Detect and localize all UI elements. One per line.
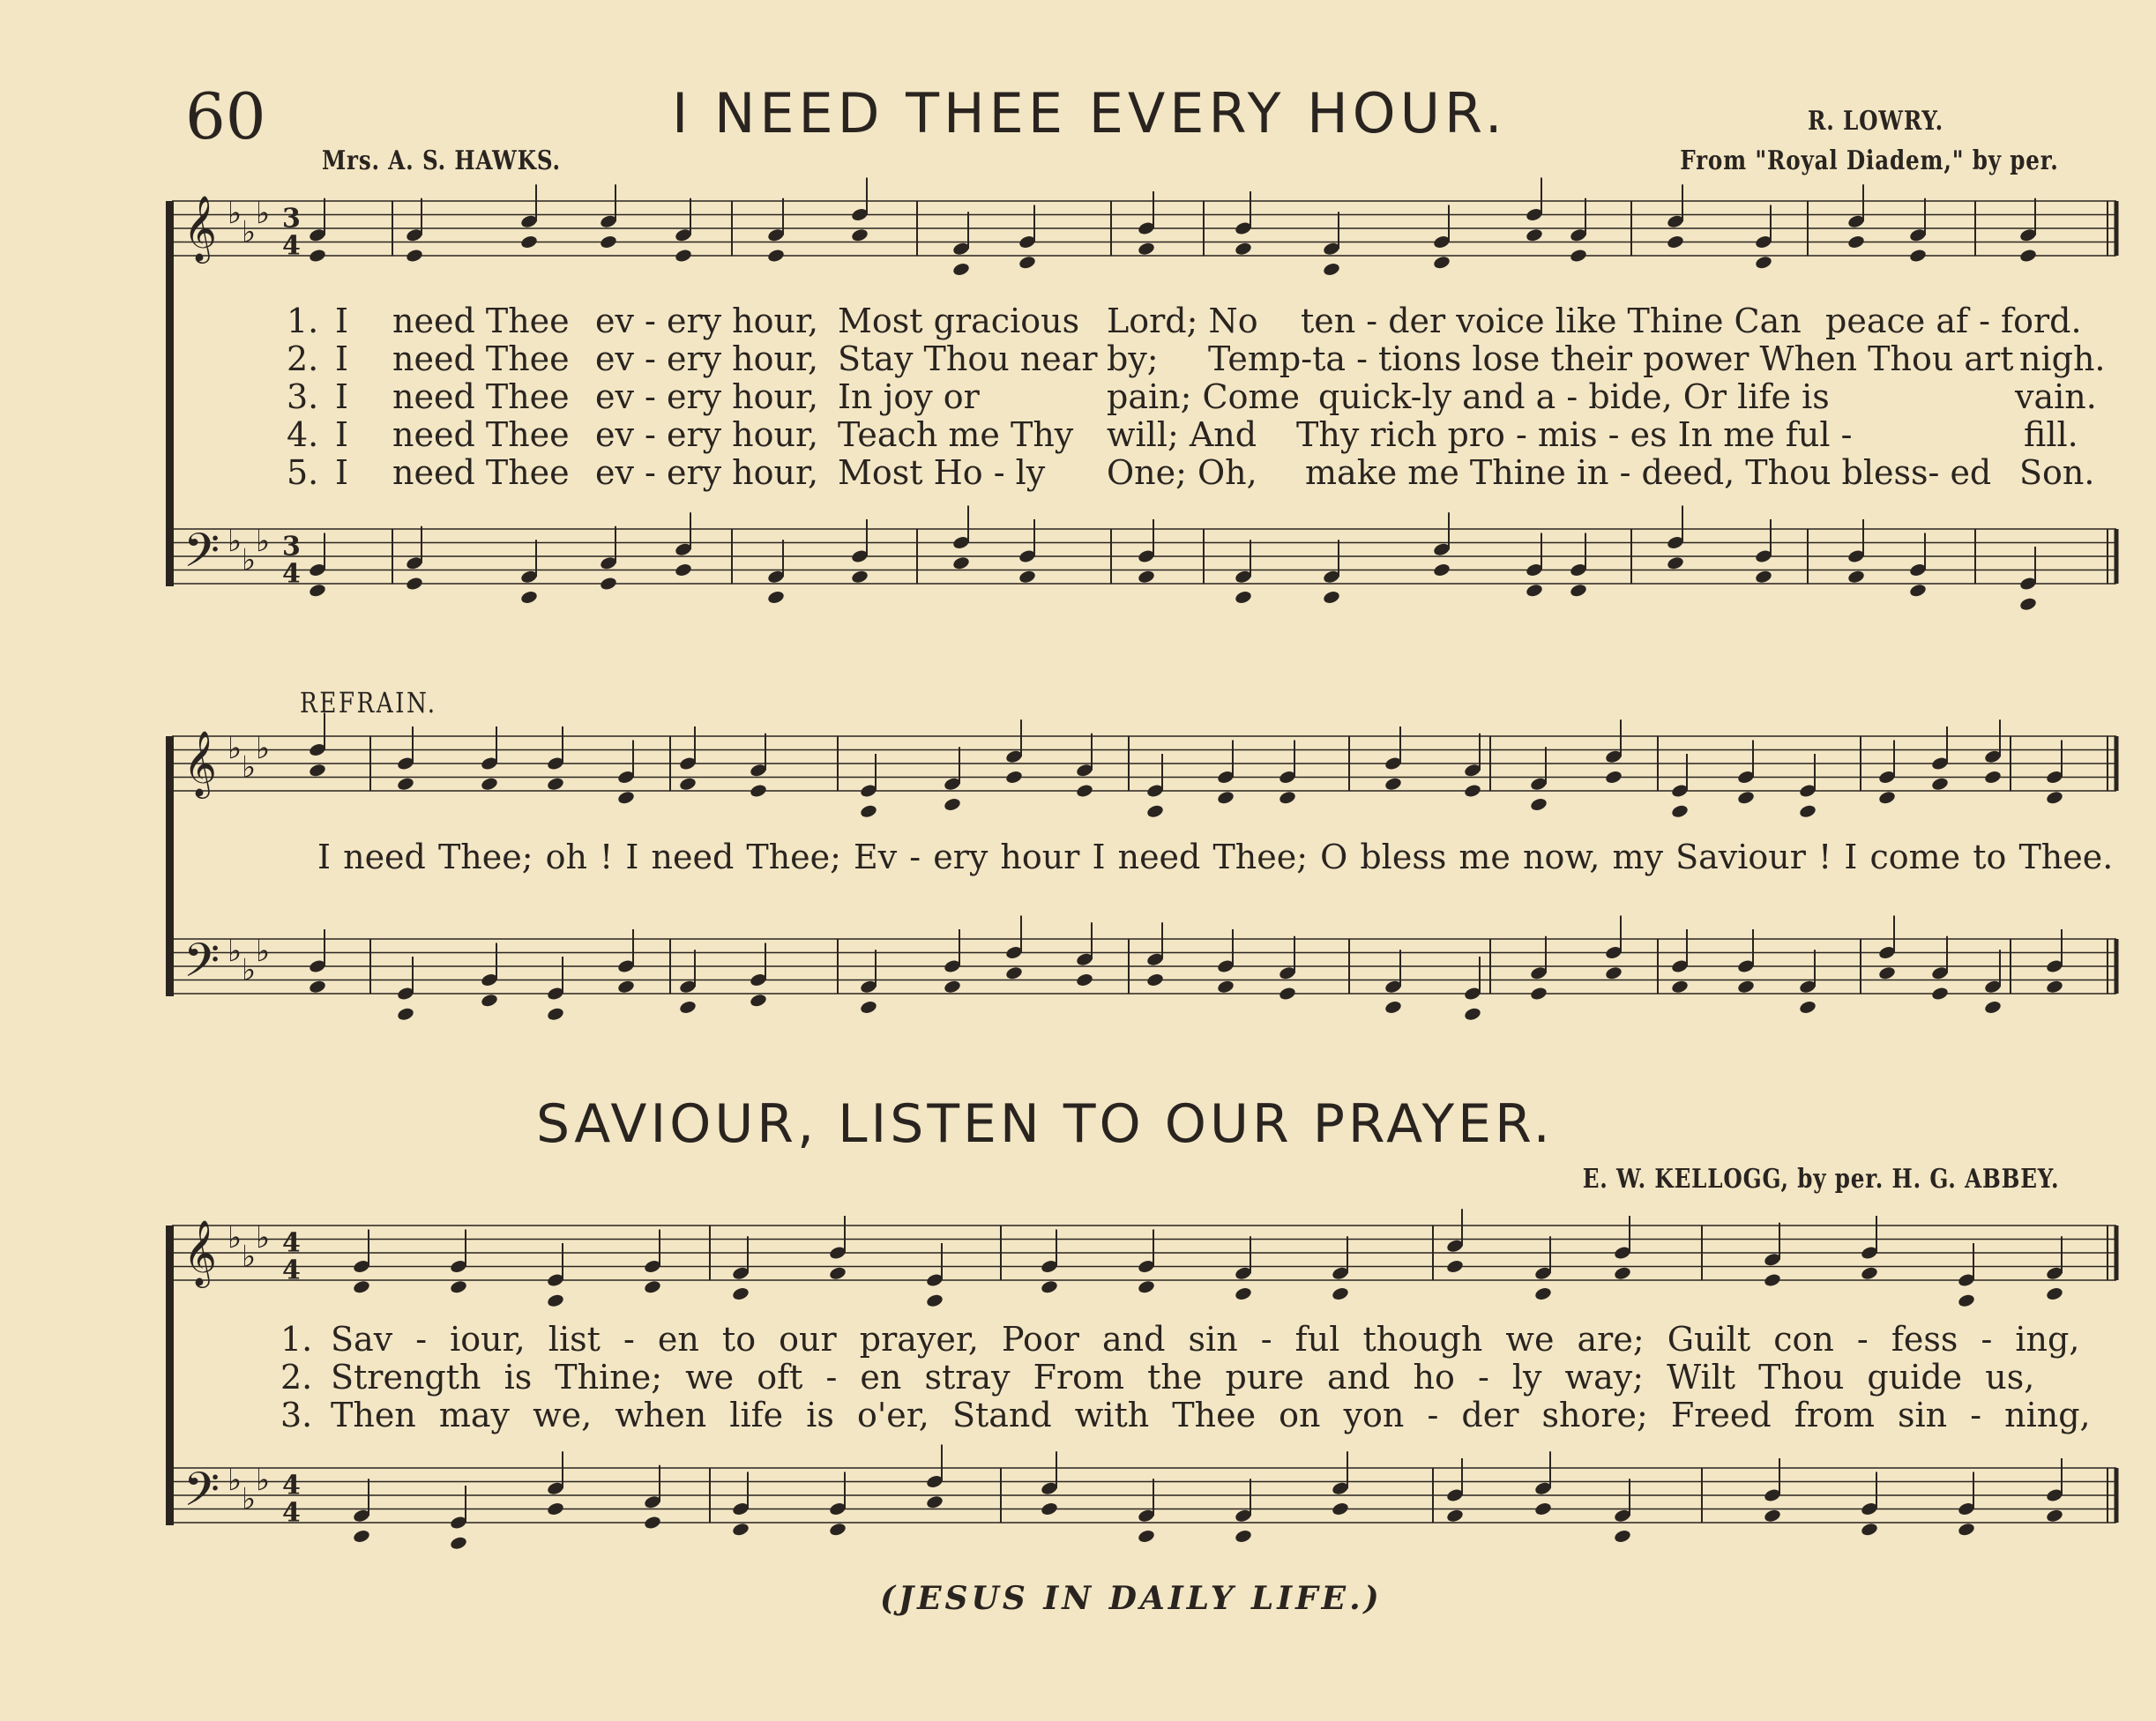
lyric-syllable: Temp-ta - tions lose their power When Thou art: [1208, 339, 2014, 378]
lyric-syllable: will; And: [1107, 415, 1257, 454]
lyric-syllable: Most gracious: [838, 302, 1080, 340]
lyric-syllable: pain; Come: [1107, 377, 1300, 416]
note-head: [1331, 1286, 1349, 1301]
note-head: [1234, 1286, 1252, 1301]
page-number: 60: [185, 79, 266, 153]
note-head: [546, 777, 564, 792]
lyric-syllable: In joy or: [838, 377, 980, 416]
note-head: [546, 1007, 564, 1022]
note-head: [1145, 972, 1164, 987]
note-head: [951, 262, 970, 277]
note-head: [1754, 255, 1772, 270]
note-head: [1529, 986, 1548, 1001]
lyric-syllable: ev - ery hour,: [595, 377, 819, 416]
system-bracket: [166, 1226, 174, 1525]
note-head: [1234, 242, 1252, 257]
note-head: [1666, 235, 1684, 250]
clef-icon: 𝄞: [183, 731, 217, 797]
hymn1-source: From "Royal Diadem," by per.: [1680, 145, 2059, 176]
note-head: [1877, 790, 1896, 805]
clef-icon: 𝄞: [183, 1220, 217, 1286]
note-head: [850, 570, 869, 585]
lyric-syllable: need Thee: [392, 415, 570, 454]
verse-number: 2.: [287, 339, 319, 378]
note-head: [599, 576, 617, 591]
refrain-label: REFRAIN.: [300, 686, 437, 719]
note-head: [943, 797, 961, 812]
note-head: [1569, 583, 1587, 598]
flat-icon: ♭: [256, 1219, 271, 1255]
lyric-syllable: peace af - ford.: [1825, 302, 2082, 340]
note-head: [308, 583, 326, 598]
note-head: [1860, 1522, 1878, 1537]
verse-number: 5.: [287, 453, 319, 492]
note-head: [1754, 570, 1772, 585]
note-head: [308, 763, 326, 778]
note-head: [546, 1501, 564, 1516]
note-head: [674, 248, 692, 263]
note-head: [546, 1293, 564, 1308]
note-head: [1322, 590, 1340, 605]
note-head: [1763, 1509, 1781, 1524]
time-signature: 4: [282, 1497, 301, 1529]
note-head: [1384, 1000, 1402, 1015]
lyric-syllable: need Thee: [392, 377, 570, 416]
note-head: [449, 1279, 467, 1294]
note-head: [1137, 1279, 1155, 1294]
note-head: [396, 777, 414, 792]
lyric-syllable: I: [335, 453, 349, 492]
note-head: [1075, 783, 1093, 798]
flat-icon: ♭: [228, 730, 242, 766]
refrain-lyrics: I need Thee; oh ! I need Thee; Ev - ery hour I need Thee; O bless me now, my Saviour ! I come to Thee.: [317, 838, 2114, 876]
lyric-syllable: ev - ery hour,: [595, 453, 819, 492]
note-head: [2045, 1509, 2063, 1524]
time-signature: 4: [282, 1470, 301, 1501]
verse-number: 1.: [287, 302, 319, 340]
note-head: [943, 980, 961, 995]
note-head: [1004, 965, 1023, 980]
note-head: [1533, 1286, 1552, 1301]
flat-icon: ♭: [228, 1462, 242, 1498]
note-head: [1432, 255, 1451, 270]
note-head: [1670, 980, 1689, 995]
note-head: [405, 248, 423, 263]
verse-number: 2.: [280, 1358, 313, 1397]
note-head: [449, 1536, 467, 1551]
note-head: [1666, 555, 1684, 570]
note-head: [1463, 783, 1481, 798]
note-head: [1525, 227, 1543, 242]
note-head: [1670, 804, 1689, 819]
hymn1-composer: R. LOWRY.: [1808, 106, 1943, 137]
note-head: [480, 993, 498, 1008]
lyric-syllable: ev - ery hour,: [595, 415, 819, 454]
lyric-syllable: nigh.: [2019, 339, 2106, 378]
lyric-syllable: Teach me Thy: [838, 415, 1074, 454]
system-bracket: [166, 736, 174, 996]
note-head: [1234, 1529, 1252, 1544]
lyric-syllable: I: [335, 377, 349, 416]
note-head: [599, 235, 617, 250]
note-head: [1216, 980, 1235, 995]
note-head: [1908, 248, 1927, 263]
lyric-syllable: need Thee: [392, 302, 570, 340]
note-head: [1529, 797, 1548, 812]
note-head: [1957, 1293, 1975, 1308]
time-signature: 3: [282, 531, 301, 562]
flat-icon: ♭: [228, 195, 242, 231]
note-head: [308, 980, 326, 995]
note-head: [1983, 770, 2002, 785]
flat-icon: ♭: [242, 542, 257, 578]
lyric-syllable: by;: [1107, 339, 1159, 378]
lyric-syllable: I: [335, 415, 349, 454]
flat-icon: ♭: [242, 214, 257, 250]
time-signature: 4: [282, 1255, 301, 1286]
lyric-syllable: I: [335, 302, 349, 340]
note-head: [2018, 248, 2037, 263]
note-head: [828, 1266, 847, 1281]
note-head: [850, 227, 869, 242]
flat-icon: ♭: [242, 1481, 257, 1517]
note-head: [1018, 255, 1036, 270]
note-head: [1040, 1501, 1058, 1516]
flat-icon: ♭: [256, 195, 271, 231]
note-head: [519, 590, 538, 605]
note-head: [2045, 1286, 2063, 1301]
note-head: [1075, 972, 1093, 987]
note-head: [1930, 777, 1949, 792]
lyric-syllable: need Thee: [392, 339, 570, 378]
note-head: [1278, 986, 1296, 1001]
note-head: [1145, 804, 1164, 819]
verse-number: 3.: [287, 377, 319, 416]
note-head: [1957, 1522, 1975, 1537]
note-head: [480, 777, 498, 792]
note-head: [1860, 1266, 1878, 1281]
note-head: [678, 777, 697, 792]
lyric-syllable: ten - der voice like Thine Can: [1301, 302, 1802, 340]
verse-lyrics: Strength is Thine; we oft - en stray From the pure and ho - ly way; Wilt Thou guide us,: [331, 1358, 2035, 1397]
time-signature: 4: [282, 558, 301, 590]
note-head: [1137, 570, 1155, 585]
lyric-syllable: Thy rich pro - mis - es In me ful -: [1296, 415, 1853, 454]
verse-lyrics: Then may we, when life is o'er, Stand with Thee on yon - der shore; Freed from sin - ning,: [331, 1396, 2091, 1434]
note-head: [859, 1000, 877, 1015]
flat-icon: ♭: [228, 1219, 242, 1255]
clef-icon: 𝄞: [183, 196, 217, 262]
note-head: [925, 1293, 944, 1308]
note-head: [2045, 980, 2063, 995]
note-head: [352, 1529, 370, 1544]
note-head: [925, 1494, 944, 1509]
note-head: [766, 248, 785, 263]
note-head: [2045, 790, 2063, 805]
lyric-syllable: Son.: [2019, 453, 2095, 492]
lyric-syllable: Stay Thou near: [838, 339, 1098, 378]
note-head: [749, 783, 767, 798]
note-head: [1908, 583, 1927, 598]
note-head: [1798, 1000, 1817, 1015]
note-head: [1569, 248, 1587, 263]
note-head: [352, 1279, 370, 1294]
flat-icon: ♭: [256, 1462, 271, 1498]
note-head: [1604, 965, 1623, 980]
flat-icon: ♭: [256, 730, 271, 766]
note-head: [1216, 790, 1235, 805]
note-head: [1613, 1266, 1631, 1281]
note-head: [1613, 1529, 1631, 1544]
verse-number: 3.: [280, 1396, 313, 1434]
note-head: [396, 1007, 414, 1022]
verse-lyrics: Sav - iour, list - en to our prayer, Poor and sin - ful though we are; Guilt con - fess - ing,: [331, 1320, 2080, 1359]
note-head: [678, 1000, 697, 1015]
hymn2-credit: E. W. KELLOGG, by per. H. G. ABBEY.: [1582, 1164, 2059, 1195]
note-head: [1445, 1259, 1464, 1274]
flat-icon: ♭: [228, 933, 242, 969]
note-head: [1525, 583, 1543, 598]
note-head: [859, 804, 877, 819]
lyric-syllable: Lord; No: [1107, 302, 1258, 340]
note-head: [1234, 590, 1252, 605]
note-head: [1877, 965, 1896, 980]
note-head: [1763, 1272, 1781, 1287]
note-head: [519, 235, 538, 250]
note-head: [1004, 770, 1023, 785]
flat-icon: ♭: [228, 523, 242, 559]
note-head: [1278, 790, 1296, 805]
lyric-syllable: vain.: [2015, 377, 2097, 416]
note-head: [731, 1286, 750, 1301]
note-head: [643, 1279, 661, 1294]
note-head: [1018, 570, 1036, 585]
lyric-syllable: ev - ery hour,: [595, 302, 819, 340]
note-head: [828, 1522, 847, 1537]
note-head: [1846, 235, 1865, 250]
note-head: [951, 555, 970, 570]
note-head: [616, 790, 635, 805]
note-head: [1137, 242, 1155, 257]
note-head: [1137, 1529, 1155, 1544]
note-head: [1846, 570, 1865, 585]
note-head: [405, 576, 423, 591]
time-signature: 3: [282, 203, 301, 235]
note-head: [1736, 790, 1755, 805]
note-head: [308, 248, 326, 263]
note-head: [1322, 262, 1340, 277]
note-head: [1463, 1007, 1481, 1022]
hymn1-author: Mrs. A. S. HAWKS.: [322, 145, 561, 176]
page-footer: (JESUS IN DAILY LIFE.): [880, 1580, 1383, 1617]
flat-icon: ♭: [242, 1239, 257, 1275]
time-signature: 4: [282, 1227, 301, 1259]
note-head: [1736, 980, 1755, 995]
hymn2-title: SAVIOUR, LISTEN TO OUR PRAYER.: [536, 1093, 1554, 1155]
note-head: [1040, 1279, 1058, 1294]
lyric-syllable: fill.: [2024, 415, 2078, 454]
note-head: [616, 980, 635, 995]
lyric-syllable: I: [335, 339, 349, 378]
note-head: [731, 1522, 750, 1537]
lyric-syllable: Most Ho - ly: [838, 453, 1046, 492]
note-head: [2018, 597, 2037, 612]
lyric-syllable: need Thee: [392, 453, 570, 492]
note-head: [766, 590, 785, 605]
clef-icon: 𝄢: [183, 1463, 220, 1529]
verse-number: 1.: [280, 1320, 313, 1359]
lyric-syllable: quick-ly and a - bide, Or life is: [1318, 377, 1830, 416]
verse-number: 4.: [287, 415, 319, 454]
note-head: [674, 562, 692, 577]
lyric-syllable: ev - ery hour,: [595, 339, 819, 378]
hymn1-title: I NEED THEE EVERY HOUR.: [672, 81, 1507, 145]
clef-icon: 𝄢: [183, 934, 220, 1000]
lyric-syllable: One; Oh,: [1107, 453, 1257, 492]
time-signature: 4: [282, 230, 301, 262]
note-head: [1930, 986, 1949, 1001]
flat-icon: ♭: [242, 952, 257, 988]
clef-icon: 𝄢: [183, 524, 220, 590]
note-head: [643, 1515, 661, 1530]
note-head: [1798, 804, 1817, 819]
note-head: [1432, 562, 1451, 577]
flat-icon: ♭: [242, 749, 257, 786]
flat-icon: ♭: [256, 523, 271, 559]
note-head: [1331, 1501, 1349, 1516]
note-head: [1533, 1501, 1552, 1516]
note-head: [749, 993, 767, 1008]
note-head: [1604, 770, 1623, 785]
lyric-syllable: make me Thine in - deed, Thou bless- ed: [1305, 453, 1992, 492]
flat-icon: ♭: [256, 933, 271, 969]
note-head: [1983, 1000, 2002, 1015]
system-bracket: [166, 201, 174, 586]
note-head: [1445, 1509, 1464, 1524]
note-head: [1384, 777, 1402, 792]
